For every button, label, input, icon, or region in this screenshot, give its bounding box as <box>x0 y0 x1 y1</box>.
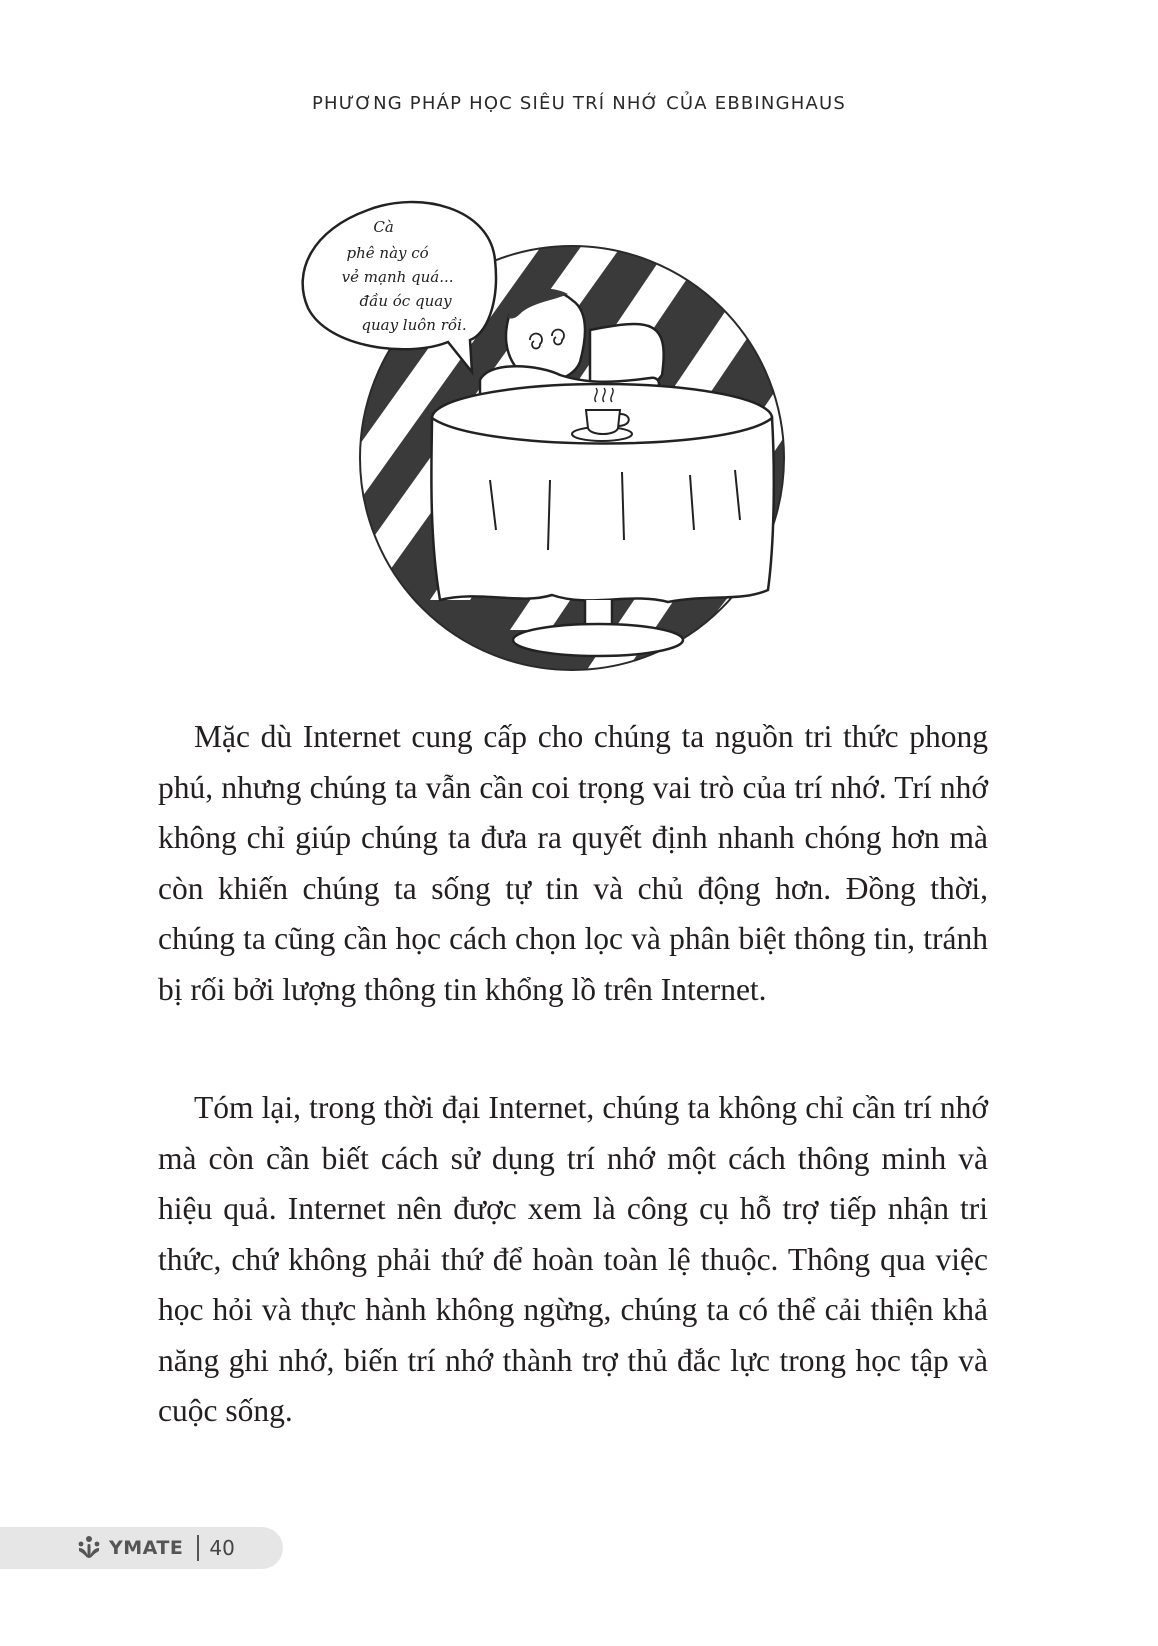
page-number: 40 <box>209 1536 235 1560</box>
speech-bubble <box>303 202 496 372</box>
ymate-logo-icon <box>75 1534 103 1562</box>
running-head: PHƯƠNG PHÁP HỌC SIÊU TRÍ NHỚ CỦA EBBINGHAUS <box>312 93 846 114</box>
body-paragraph: Tóm lại, trong thời đại Internet, chúng ta không chỉ cần trí nhớ mà còn cần biết cách sử dụng trí nhớ một cách thông minh và hiệu quả. Internet nên được xem là công cụ hỗ trợ tiếp nhận tri thức, chứ không phải thứ để hoàn toàn lệ thuộc. Thông qua việc học hỏi và thực hành không ngừng, chúng ta có thể cải thiện khả năng ghi nhớ, biến trí nhớ thành trợ thủ đắc lực trong học tập và cuộc sống. <box>158 1090 988 1428</box>
footer-divider <box>197 1535 199 1561</box>
body-paragraph: Mặc dù Internet cung cấp cho chúng ta nguồn tri thức phong phú, nhưng chúng ta vẫn cần coi trọng vai trò của trí nhớ. Trí nhớ không chỉ giúp chúng ta đưa ra quyết định nhanh chóng hơn mà còn khiến chúng ta sống tự tin và chủ động hơn. Đồng thời, chúng ta cũng cần học cách chọn lọc và phân biệt thông tin, tránh bị rối bởi lượng thông tin khổng lồ trên Internet. <box>158 719 988 1007</box>
brand-name: YMATE <box>109 1537 184 1559</box>
speech-bubble-text: Cà phê này có vẻ mạnh quá... đầu óc quay quay luôn rồi. <box>341 218 467 334</box>
page-footer <box>0 1527 283 1569</box>
illustration <box>290 190 830 680</box>
cartoon-drawing <box>290 190 830 680</box>
